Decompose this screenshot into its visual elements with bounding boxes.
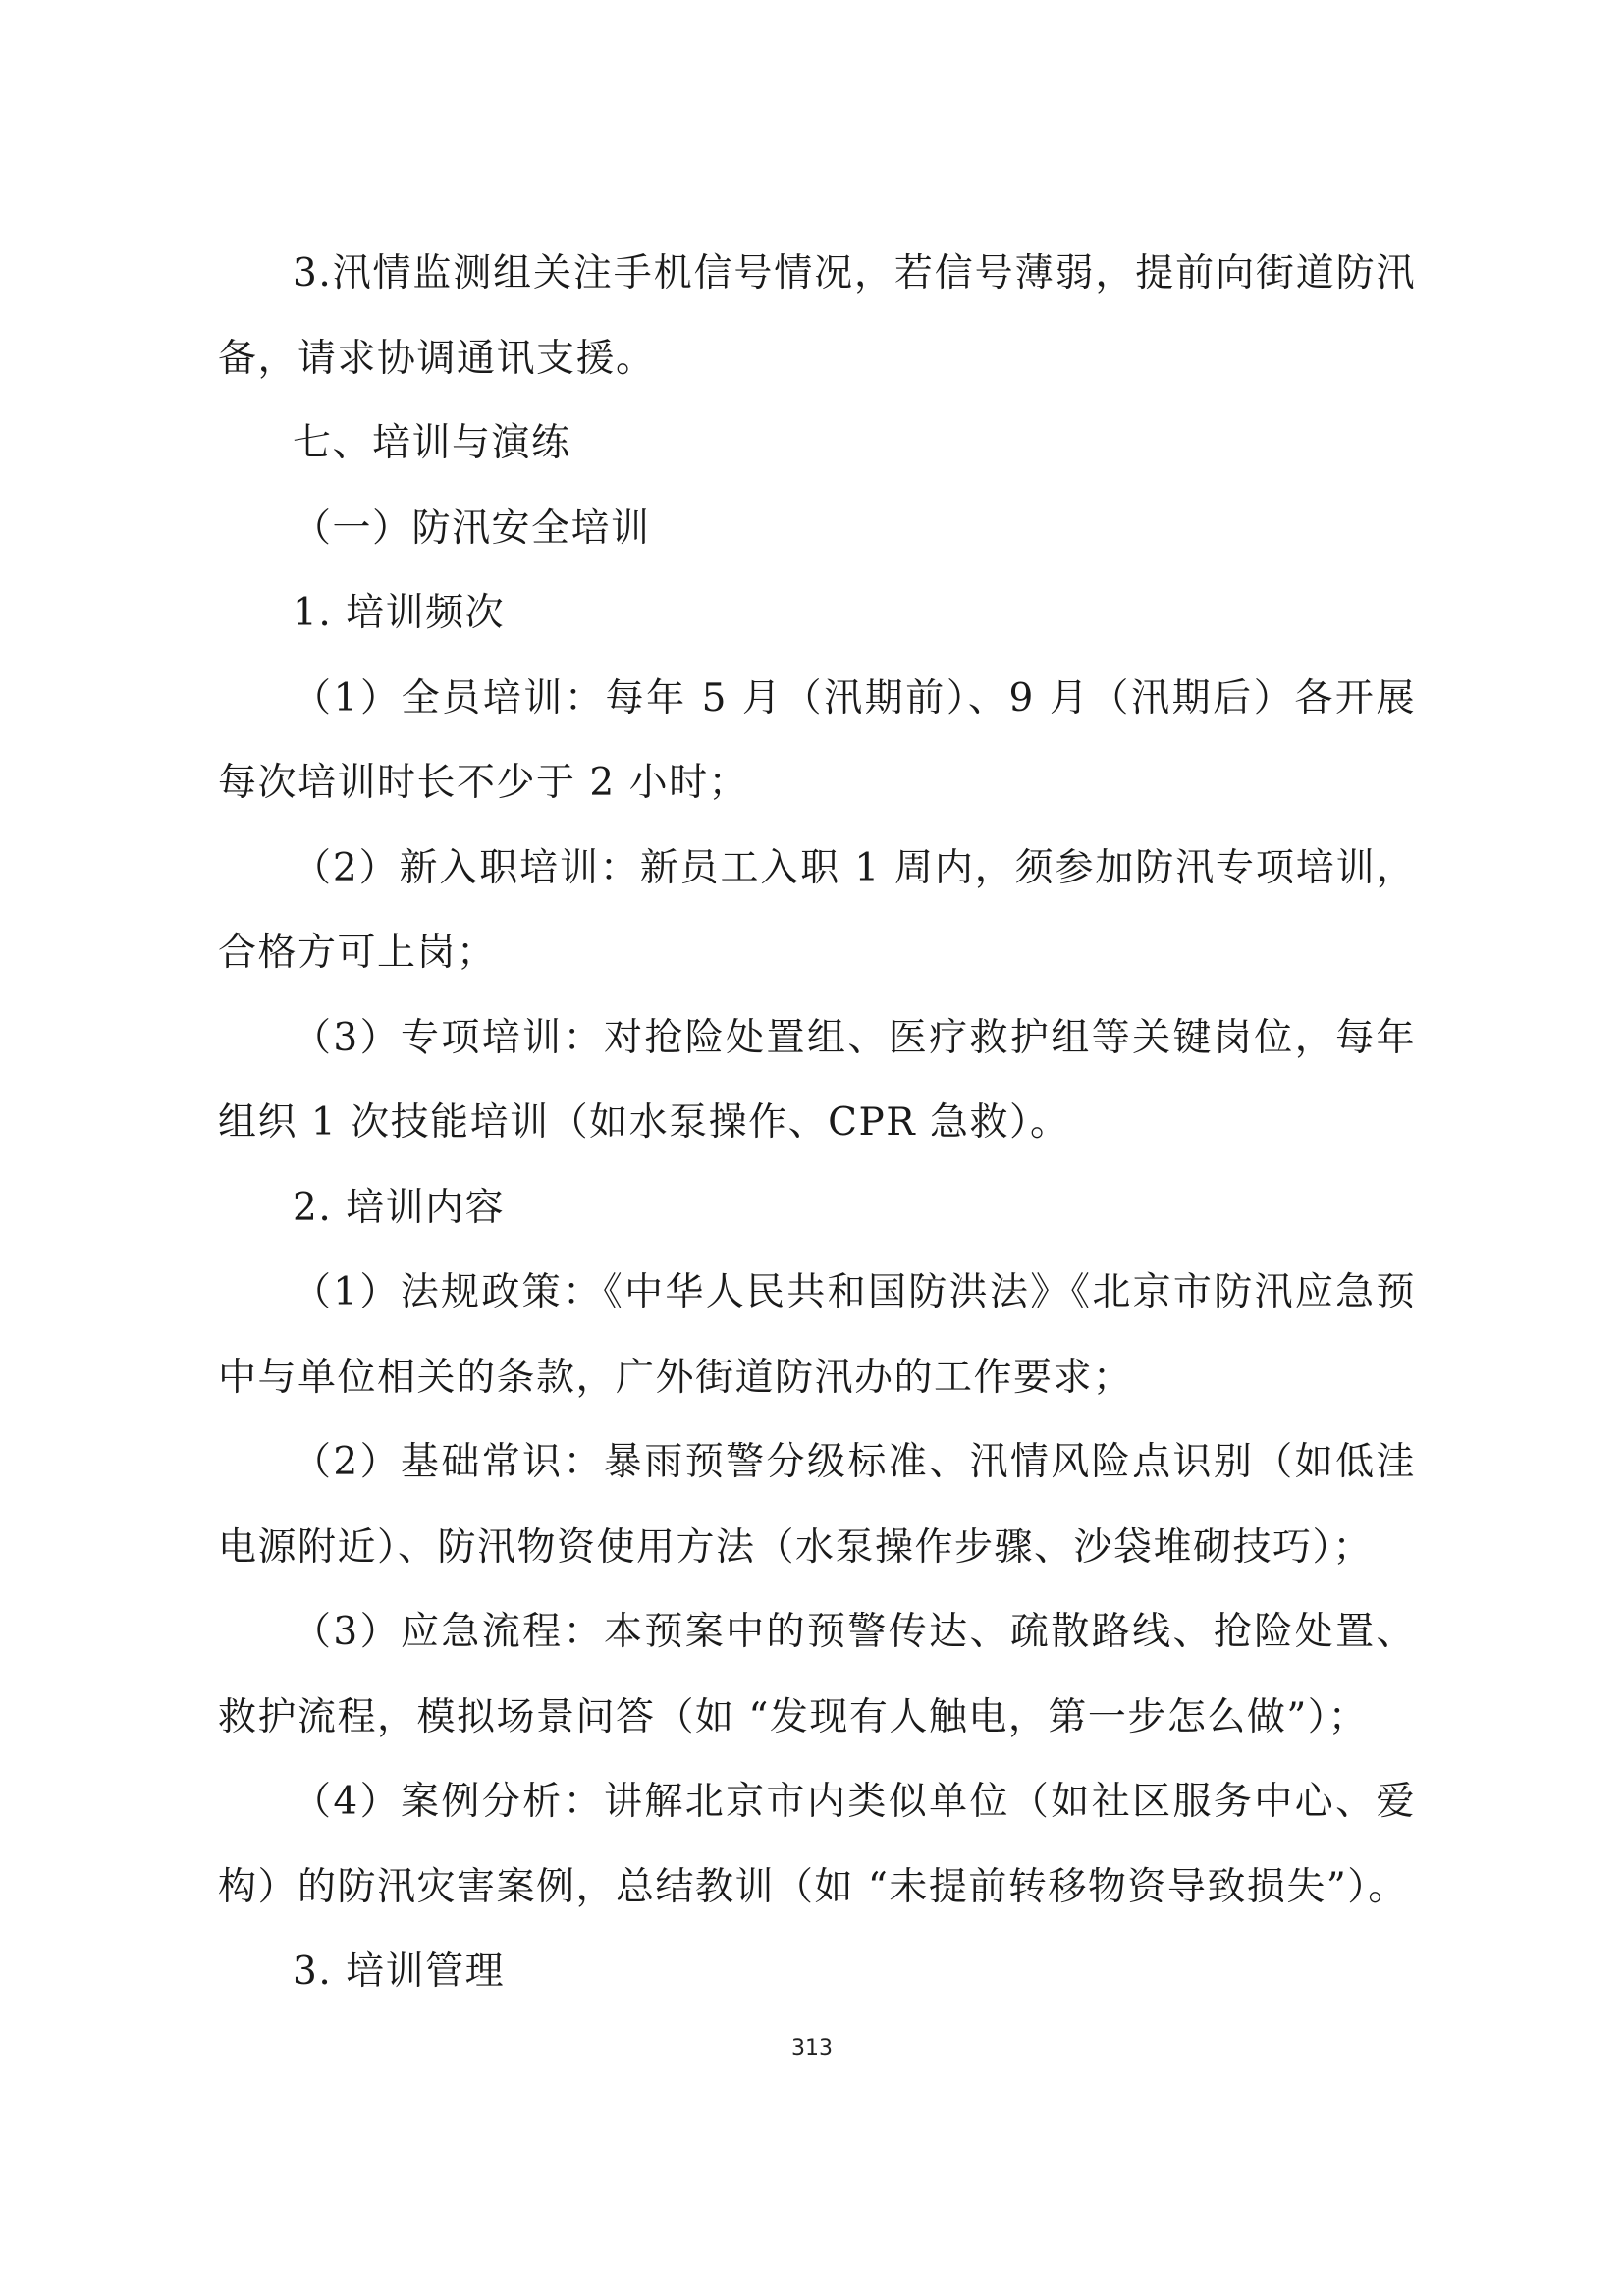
paragraph-line: 合格方可上岗； (218, 931, 497, 975)
item-heading: 2. 培训内容 (293, 1185, 506, 1230)
paragraph-line: （3）专项培训：对抢险处置组、医疗救护组等关键岗位，每年 (293, 1015, 1416, 1060)
paragraph-line: 组织 1 次技能培训（如水泵操作、CPR 急救）。 (218, 1100, 1070, 1145)
subsection-heading: （一）防汛安全培训 (293, 506, 651, 551)
paragraph-line: （1）全员培训：每年 5 月（汛期前）、9 月（汛期后）各开展 (293, 675, 1416, 721)
paragraph-line: 备，请求协调通讯支援。 (218, 336, 656, 381)
body-text (218, 232, 1416, 2015)
section-heading: 七、培训与演练 (293, 421, 571, 465)
paragraph-line: （2）新入职培训：新员工入职 1 周内，须参加防汛专项培训， (293, 845, 1416, 890)
paragraph-line: 3.汛情监测组关注手机信号情况，若信号薄弱，提前向街道防汛 (293, 251, 1416, 295)
paragraph-line: 中与单位相关的条款，广外街道防汛办的工作要求； (218, 1355, 1133, 1400)
paragraph-line: （2）基础常识：暴雨预警分级标准、汛情风险点识别（如低洼 (293, 1440, 1416, 1484)
paragraph-line: （4）案例分析：讲解北京市内类似单位（如社区服务中心、爱 (293, 1780, 1416, 1824)
paragraph-line: 救护流程，模拟场景问答（如 “发现有人触电，第一步怎么做”）； (218, 1694, 1369, 1739)
item-heading: 1. 培训频次 (293, 591, 506, 635)
item-heading: 3. 培训管理 (293, 1949, 506, 1994)
paragraph-line: （3）应急流程：本预案中的预警传达、疏散路线、抢险处置、 (293, 1610, 1416, 1654)
paragraph-line: 构）的防汛灾害案例，总结教训（如 “未提前转移物资导致损失”）。 (218, 1864, 1408, 1909)
page-number: 313 (791, 2036, 833, 2060)
paragraph-line: （1）法规政策：《中华人民共和国防洪法》《北京市防汛应急预 (293, 1270, 1416, 1314)
paragraph-line: 电源附近）、防汛物资使用方法（水泵操作步骤、沙袋堆砌技巧）； (218, 1524, 1374, 1570)
paragraph-line: 每次培训时长不少于 2 小时； (218, 761, 749, 805)
